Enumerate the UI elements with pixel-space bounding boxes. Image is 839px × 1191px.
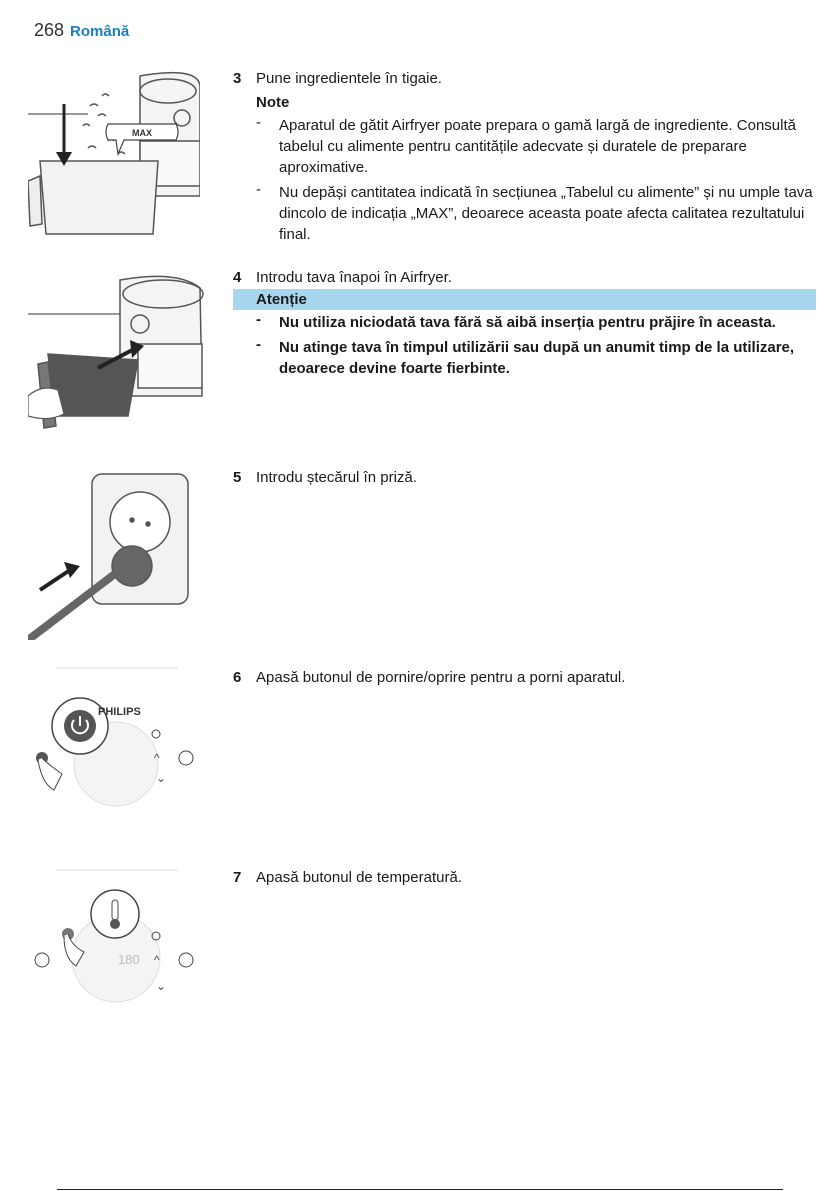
step-5-illustration [28, 468, 190, 640]
step-7 [233, 867, 813, 888]
note-item: - Nu depăși cantitatea indicată în secțiunea „Tabelul cu alimente” și nu umple tava dincolo de indicația „MAX”, deoarece aceasta poate afecta calitatea rezultatului final. [256, 182, 813, 245]
note-item: - Aparatul de gătit Airfryer poate prepara o gamă largă de ingrediente. Consultă tabelul cu alimente pentru cantitățile adecvate și duratele de preparare aproximative. [256, 115, 813, 178]
note-title: Note [256, 94, 290, 111]
step-number: 6 [233, 669, 242, 686]
note-list [233, 115, 813, 245]
step-number: 7 [233, 869, 242, 886]
temperature-display: 180 [118, 952, 140, 967]
caution-item: - Nu atinge tava în timpul utilizării sau după un anumit timp de la utilizare, deoarece devine foarte fierbinte. [256, 337, 813, 379]
step-4 [233, 267, 813, 383]
caution-list [233, 312, 813, 379]
svg-text:^: ^ [154, 751, 160, 765]
caution-title: Atenție [233, 289, 816, 310]
svg-text:⌄: ⌄ [156, 979, 167, 993]
step-text: Introdu ștecărul în priză. [256, 469, 417, 486]
language-label: Română [70, 23, 130, 40]
svg-text:^: ^ [154, 953, 160, 967]
step-5 [233, 467, 813, 488]
max-marker-label: MAX [132, 128, 152, 138]
step-6-illustration [28, 664, 200, 814]
step-text: Apasă butonul de temperatură. [256, 869, 462, 886]
step-7-illustration [28, 866, 200, 1006]
page-header [34, 20, 129, 41]
step-number: 5 [233, 469, 242, 486]
caution-item: - Nu utiliza niciodată tava fără să aibă inserția pentru prăjire în aceasta. [256, 312, 813, 333]
step-number: 3 [233, 70, 242, 87]
step-3-illustration [28, 66, 200, 244]
step-3 [233, 68, 813, 249]
footer-rule [57, 1189, 783, 1190]
svg-text:⌄: ⌄ [156, 771, 167, 785]
step-number: 4 [233, 269, 242, 286]
brand-logo: PHILIPS [98, 706, 141, 718]
step-text: Apasă butonul de pornire/oprire pentru a porni aparatul. [256, 669, 626, 686]
step-4-illustration [28, 266, 210, 436]
page-number: 268 [34, 20, 65, 40]
step-text: Pune ingredientele în tigaie. [256, 70, 442, 87]
step-6 [233, 667, 813, 688]
step-text: Introdu tava înapoi în Airfryer. [256, 269, 452, 286]
